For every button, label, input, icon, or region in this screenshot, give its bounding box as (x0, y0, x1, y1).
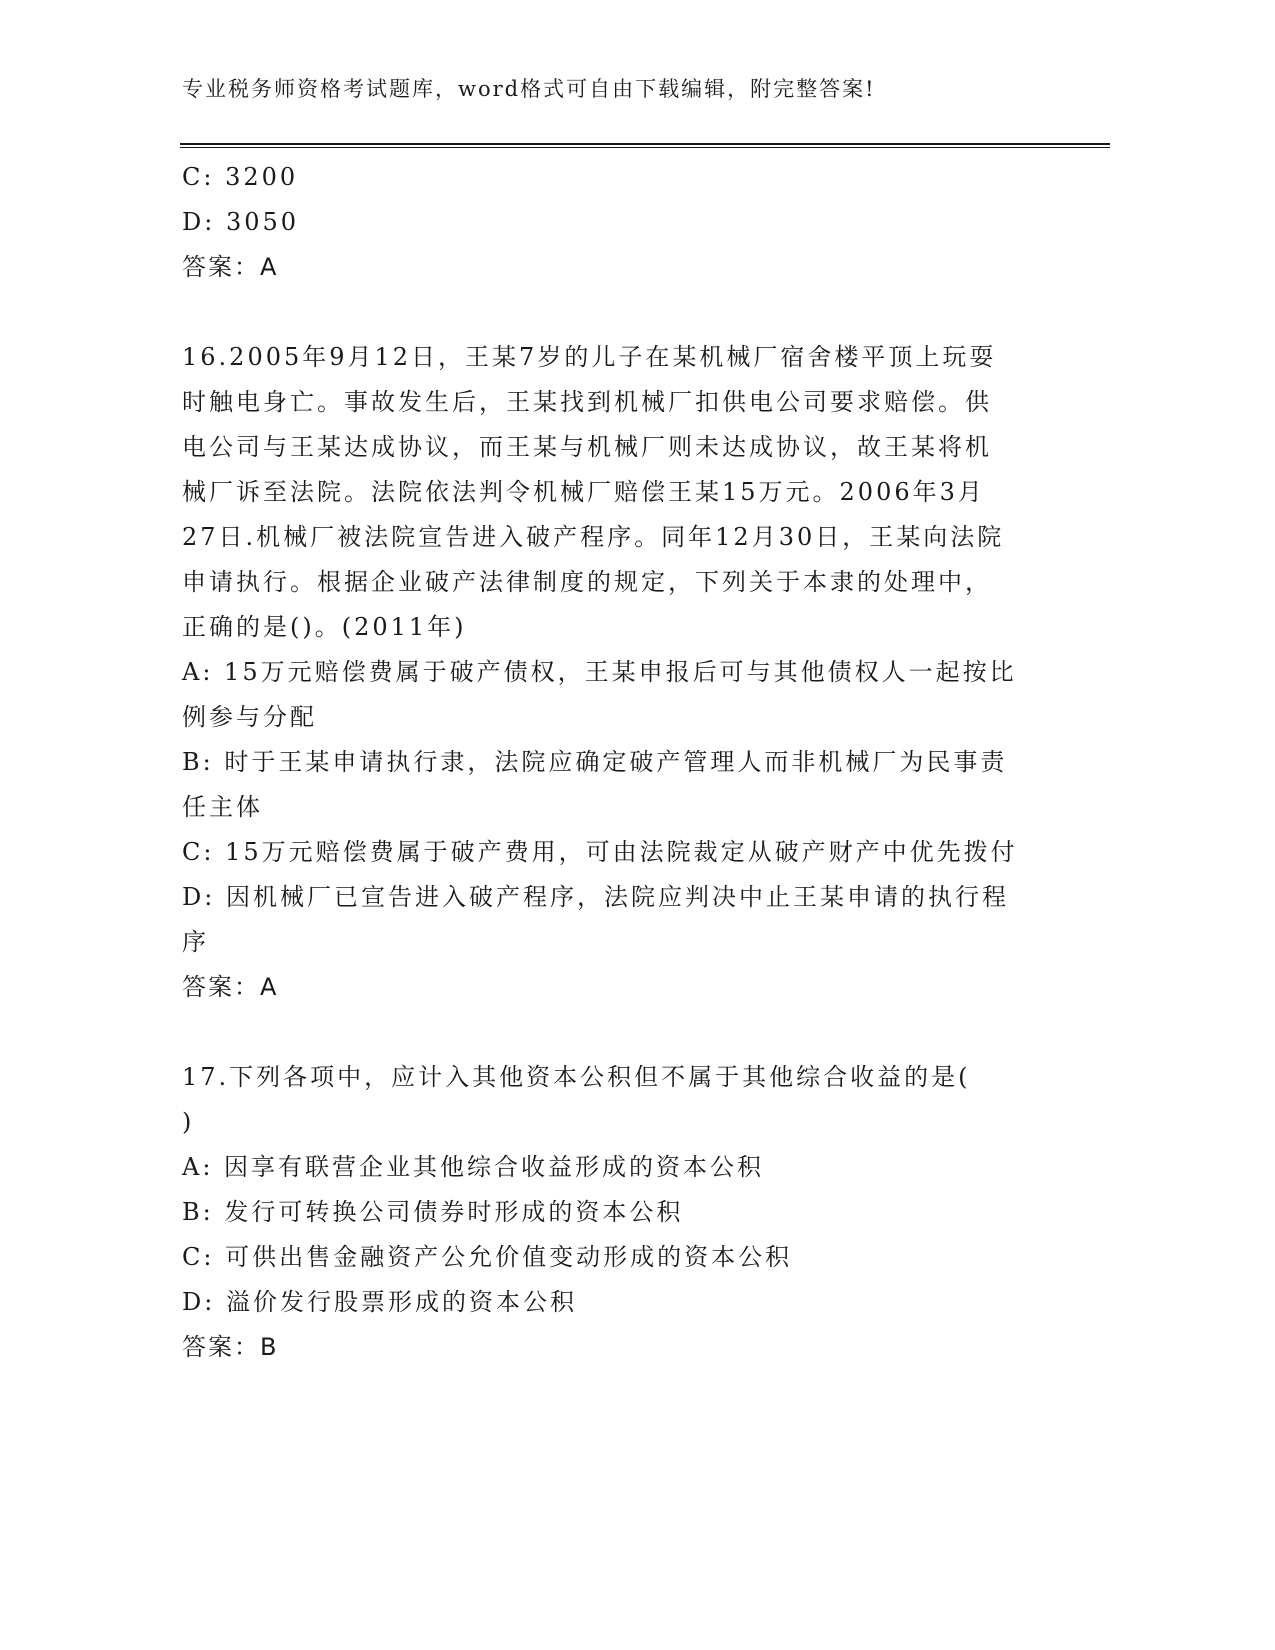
option-b: B: 时于王某申请执行隶，法院应确定破产管理人而非机械厂为民事责 (182, 748, 1008, 776)
question-text-line: 正确的是()。(2011年) (182, 613, 467, 641)
question-16 (182, 335, 1082, 1010)
question-text-line: 时触电身亡。事故发生后，王某找到机械厂扣供电公司要求赔偿。供 (182, 388, 992, 416)
question-text-line: 27日.机械厂被法院宣告进入破产程序。同年12月30日，王某向法院 (182, 523, 1005, 551)
document-body (182, 155, 1082, 1370)
option-a-continued: 例参与分配 (182, 703, 317, 731)
question-text-line: 17.下列各项中，应计入其他资本公积但不属于其他综合收益的是( (182, 1063, 971, 1091)
option-a: A: 15万元赔偿费属于破产债权，王某申报后可与其他债权人一起按比 (182, 658, 1017, 686)
option-b: B: 发行可转换公司债券时形成的资本公积 (182, 1198, 684, 1226)
question-text-line: 16.2005年9月12日，王某7岁的儿子在某机械厂宿舍楼平顶上玩耍 (182, 343, 997, 371)
option-c: C: 3200 (182, 163, 299, 191)
answer: 答案：B (182, 1333, 279, 1361)
spacer (182, 1010, 1082, 1055)
question-text-line: ) (182, 1108, 195, 1136)
header-divider (180, 143, 1110, 148)
answer: 答案：A (182, 973, 279, 1001)
question-text-line: 电公司与王某达成协议，而王某与机械厂则未达成协议，故王某将机 (182, 433, 992, 461)
option-b-continued: 任主体 (182, 793, 263, 821)
answer: 答案：A (182, 253, 279, 281)
question-17 (182, 1055, 1082, 1370)
page-header: 专业税务师资格考试题库，word格式可自由下载编辑，附完整答案! (182, 77, 876, 101)
option-d: D: 3050 (182, 208, 300, 236)
question-text-line: 申请执行。根据企业破产法律制度的规定，下列关于本隶的处理中， (182, 568, 992, 596)
prev-question (182, 155, 1082, 290)
option-a: A: 因享有联营企业其他综合收益形成的资本公积 (182, 1153, 765, 1181)
option-c: C: 15万元赔偿费属于破产费用，可由法院裁定从破产财产中优先拨付 (182, 838, 1018, 866)
question-text-line: 械厂诉至法院。法院依法判令机械厂赔偿王某15万元。2006年3月 (182, 478, 985, 506)
option-c: C: 可供出售金融资产公允价值变动形成的资本公积 (182, 1243, 793, 1271)
spacer (182, 290, 1082, 335)
option-d: D: 因机械厂已宣告进入破产程序，法院应判决中止王某申请的执行程 (182, 883, 1009, 911)
option-d-continued: 序 (182, 928, 209, 956)
option-d: D: 溢价发行股票形成的资本公积 (182, 1288, 577, 1316)
